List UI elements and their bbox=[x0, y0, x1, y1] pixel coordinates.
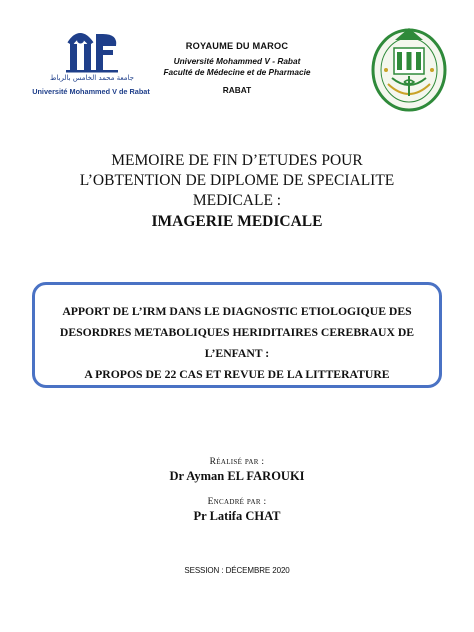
supervisor-credit bbox=[100, 497, 374, 524]
author-credit bbox=[100, 457, 374, 484]
university-logo-latin-text: Université Mohammed V de Rabat bbox=[32, 87, 150, 96]
supervised-by-label: Encadré par : bbox=[207, 497, 267, 507]
session-date: SESSION : DÉCEMBRE 2020 bbox=[184, 566, 290, 575]
title-line-1: MEMOIRE DE FIN D’ETUDES POUR bbox=[111, 152, 363, 169]
thesis-title-box bbox=[32, 282, 442, 388]
specialty-title: IMAGERIE MEDICALE bbox=[151, 213, 323, 230]
university-logo-arabic-text: جامعة محمد الخامس بالرباط bbox=[49, 74, 135, 82]
author-name: Dr Ayman EL FAROUKI bbox=[169, 469, 305, 483]
thesis-line-1: APPORT DE L’IRM DANS LE DIAGNOSTIC ETIOLOGIQUE DES bbox=[62, 305, 412, 318]
country-name: ROYAUME DU MAROC bbox=[185, 41, 289, 51]
institution-header bbox=[150, 41, 324, 95]
title-line-3: MEDICALE : bbox=[192, 192, 282, 209]
faculty-seal-icon bbox=[370, 22, 448, 114]
university-name: Université Mohammed V - Rabat bbox=[173, 56, 301, 66]
faculty-name: Faculté de Médecine et de Pharmacie bbox=[163, 67, 311, 77]
supervisor-name: Pr Latifa CHAT bbox=[193, 509, 281, 523]
university-emblem-icon bbox=[26, 30, 156, 74]
title-line-2: L’OBTENTION DE DIPLOME DE SPECIALITE bbox=[79, 172, 395, 189]
thesis-line-3: L’ENFANT : bbox=[204, 347, 270, 360]
thesis-line-2: DESORDRES METABOLIQUES HERIDITAIRES CEREBRAUX DE bbox=[59, 326, 415, 339]
thesis-line-4: A PROPOS DE 22 CAS ET REVUE DE LA LITTERATURE bbox=[84, 368, 390, 381]
city-name: RABAT bbox=[222, 85, 252, 95]
document-title bbox=[40, 151, 434, 232]
university-logo bbox=[26, 30, 156, 102]
realized-by-label: Réalisé par : bbox=[209, 457, 265, 467]
